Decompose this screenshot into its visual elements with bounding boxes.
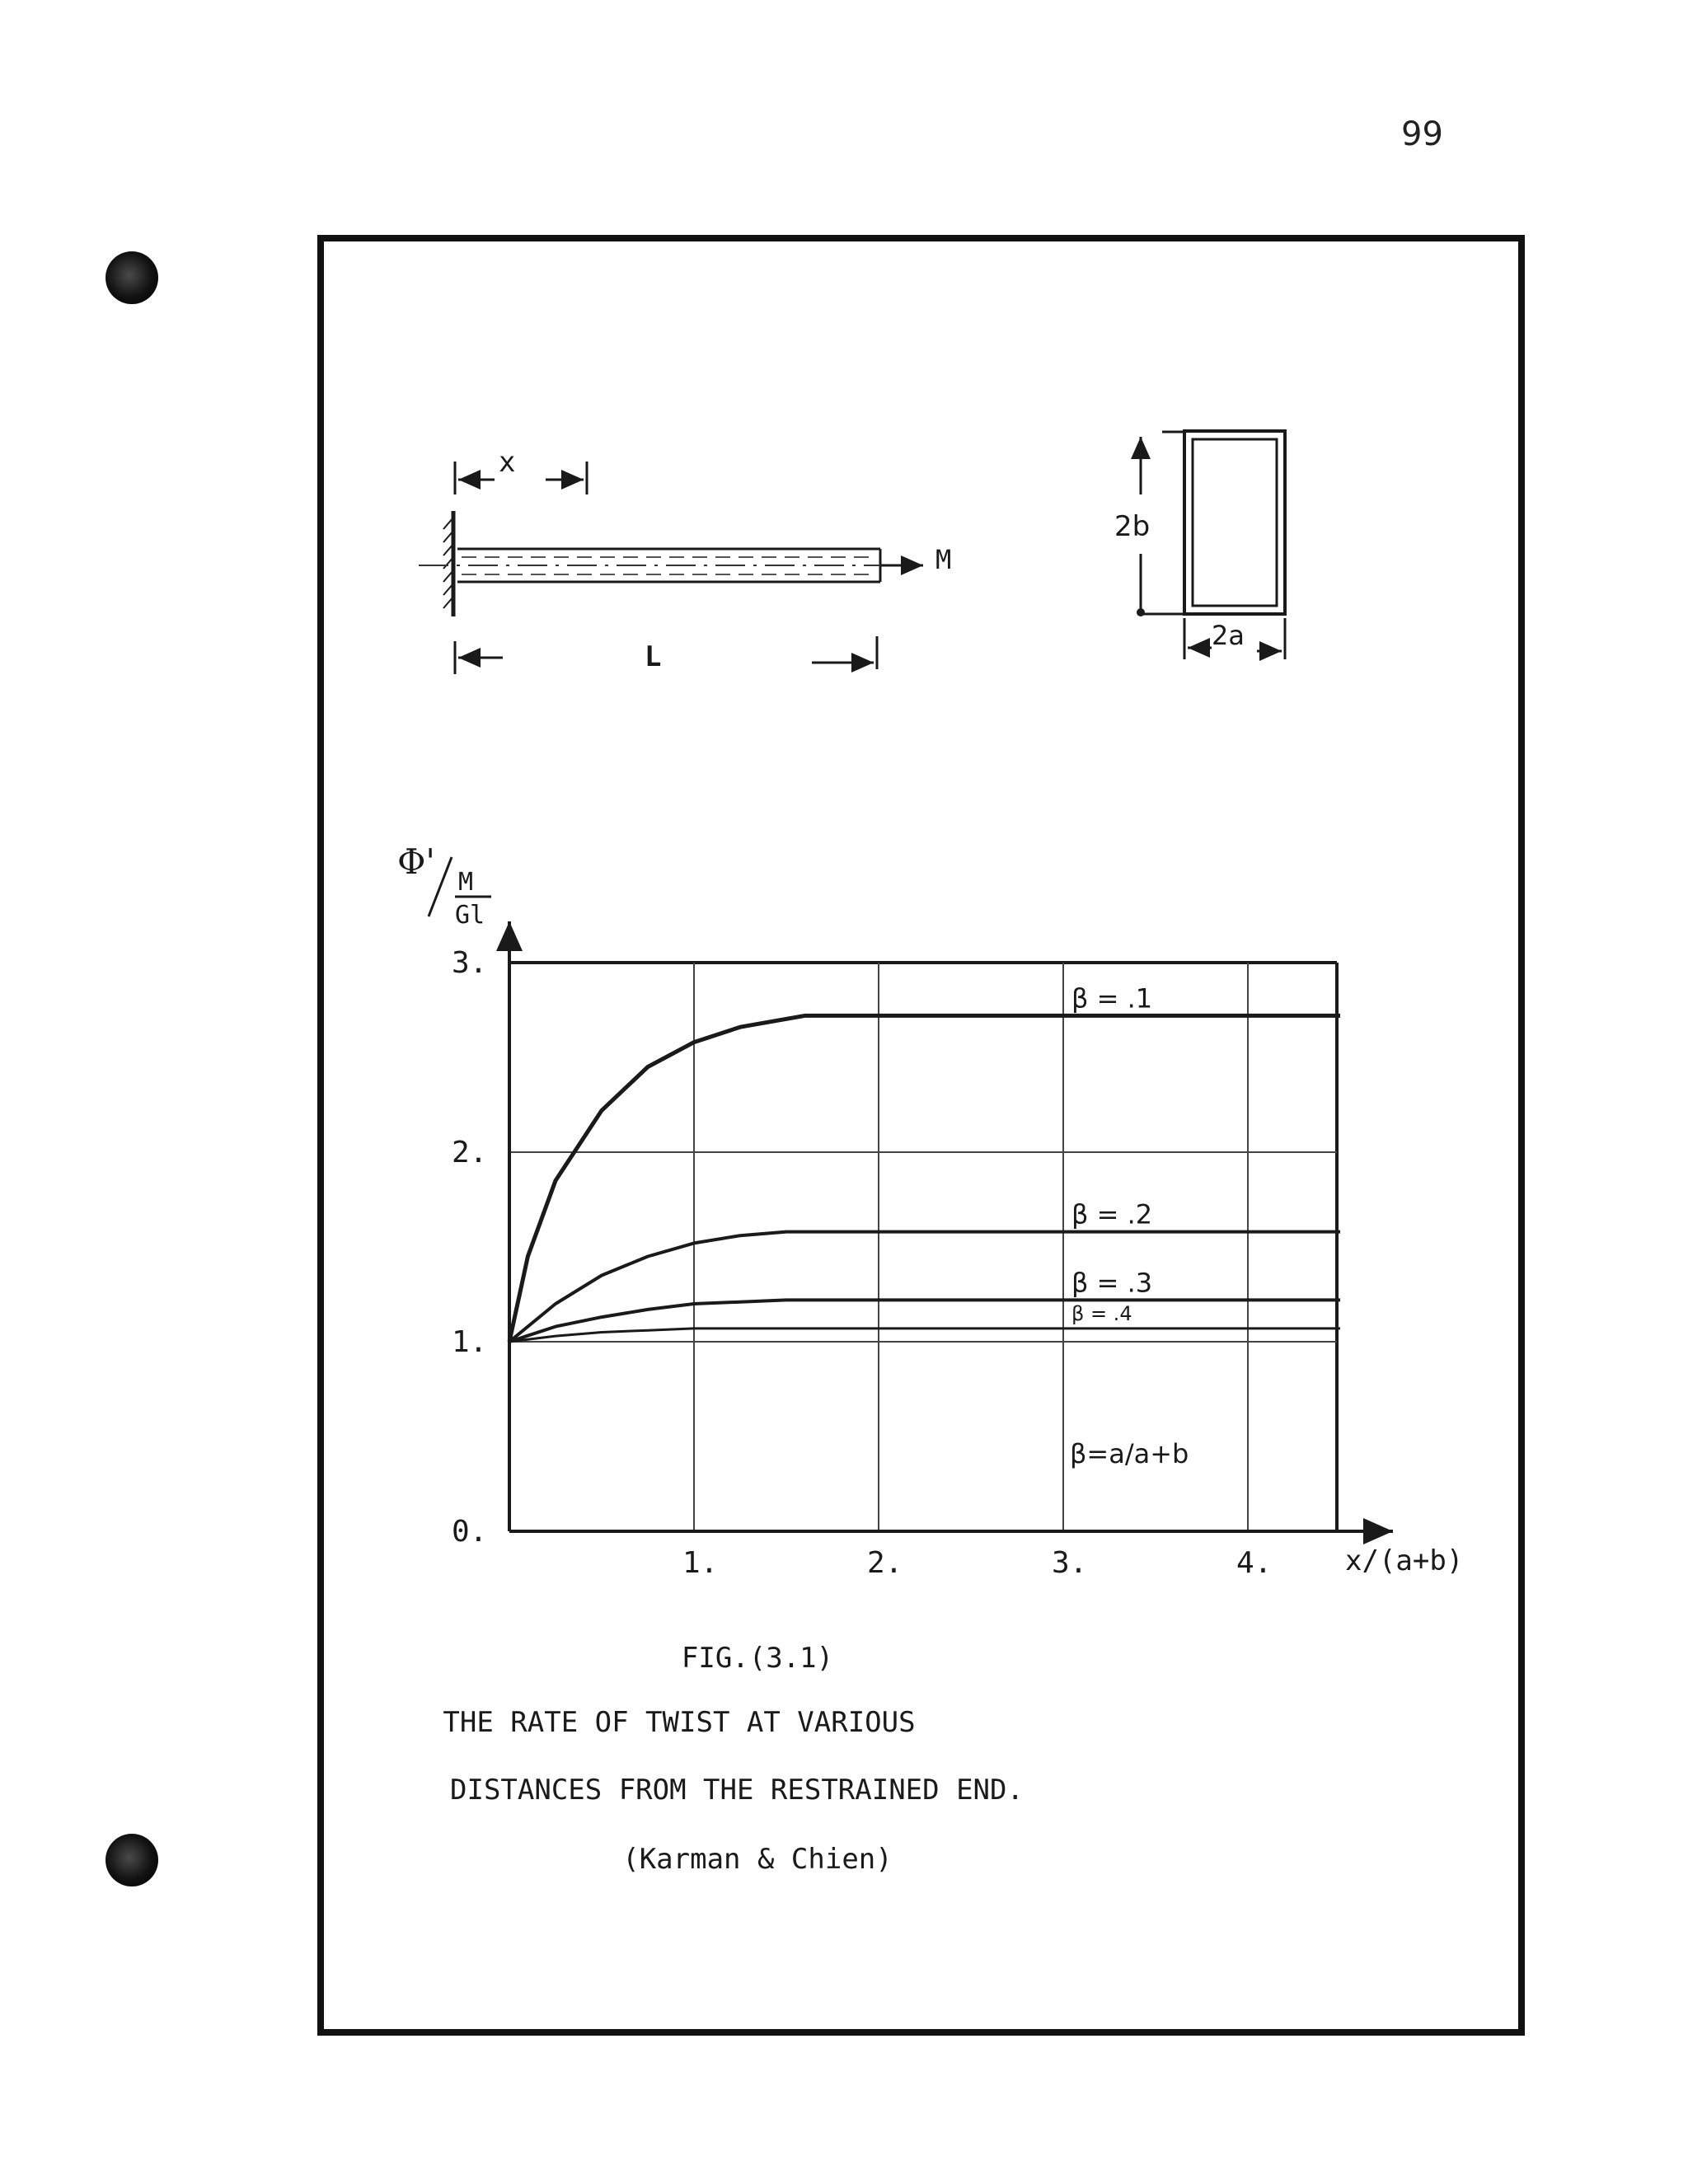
caption-source: (Karman & Chien) xyxy=(622,1843,893,1876)
beta-definition: β=a/a+b xyxy=(1070,1438,1189,1469)
width-2a-label: 2a xyxy=(1212,620,1245,651)
y-axis-symbol: Φ' xyxy=(397,841,435,882)
x-dimension xyxy=(455,462,587,494)
y-tick-label-1: 1. xyxy=(452,1325,488,1359)
series-label-2: β = .2 xyxy=(1071,1198,1153,1230)
series-line-4 xyxy=(509,1329,1340,1342)
x-tick-label-4: 4. xyxy=(1236,1546,1273,1580)
figure-label: FIG.(3.1) xyxy=(681,1642,834,1675)
y-axis-label xyxy=(397,841,491,930)
section-inner xyxy=(1193,439,1277,606)
caption-line-1: THE RATE OF TWIST AT VARIOUS xyxy=(443,1706,916,1739)
x-tick-label-2: 2. xyxy=(867,1546,903,1580)
series-line-3 xyxy=(509,1300,1340,1342)
beam-diagram xyxy=(419,446,951,674)
height-2b-label: 2b xyxy=(1114,510,1151,543)
beam xyxy=(419,549,880,582)
series-label-4: β = .4 xyxy=(1071,1301,1132,1325)
moment-label: M xyxy=(935,544,952,575)
series-line-1 xyxy=(509,1015,1340,1342)
y-tick-label-3: 3. xyxy=(452,946,488,980)
y-axis-fraction-numerator: M xyxy=(458,868,474,897)
y-axis-fraction-denominator: Gl xyxy=(455,901,485,930)
series-label-3: β = .3 xyxy=(1071,1267,1153,1299)
series-label-1: β = .1 xyxy=(1071,982,1153,1015)
x-axis-label: x/(a+b) xyxy=(1345,1544,1464,1577)
y-tick-label-2: 2. xyxy=(452,1136,488,1169)
length-dimension xyxy=(455,636,877,674)
section-outer xyxy=(1184,431,1285,614)
x-tick-label-1: 1. xyxy=(682,1546,719,1580)
y-tick-label-0: 0. xyxy=(452,1515,488,1549)
cross-section-diagram xyxy=(1114,431,1285,659)
series-line-2 xyxy=(509,1232,1340,1342)
length-label: L xyxy=(645,640,662,673)
fixed-support xyxy=(443,511,453,616)
x-tick-label-3: 3. xyxy=(1052,1546,1088,1580)
x-dimension-label: x xyxy=(499,446,516,479)
caption-line-2: DISTANCES FROM THE RESTRAINED END. xyxy=(450,1774,1024,1807)
page-number: 99 xyxy=(1401,115,1443,153)
chart xyxy=(397,841,1463,1580)
